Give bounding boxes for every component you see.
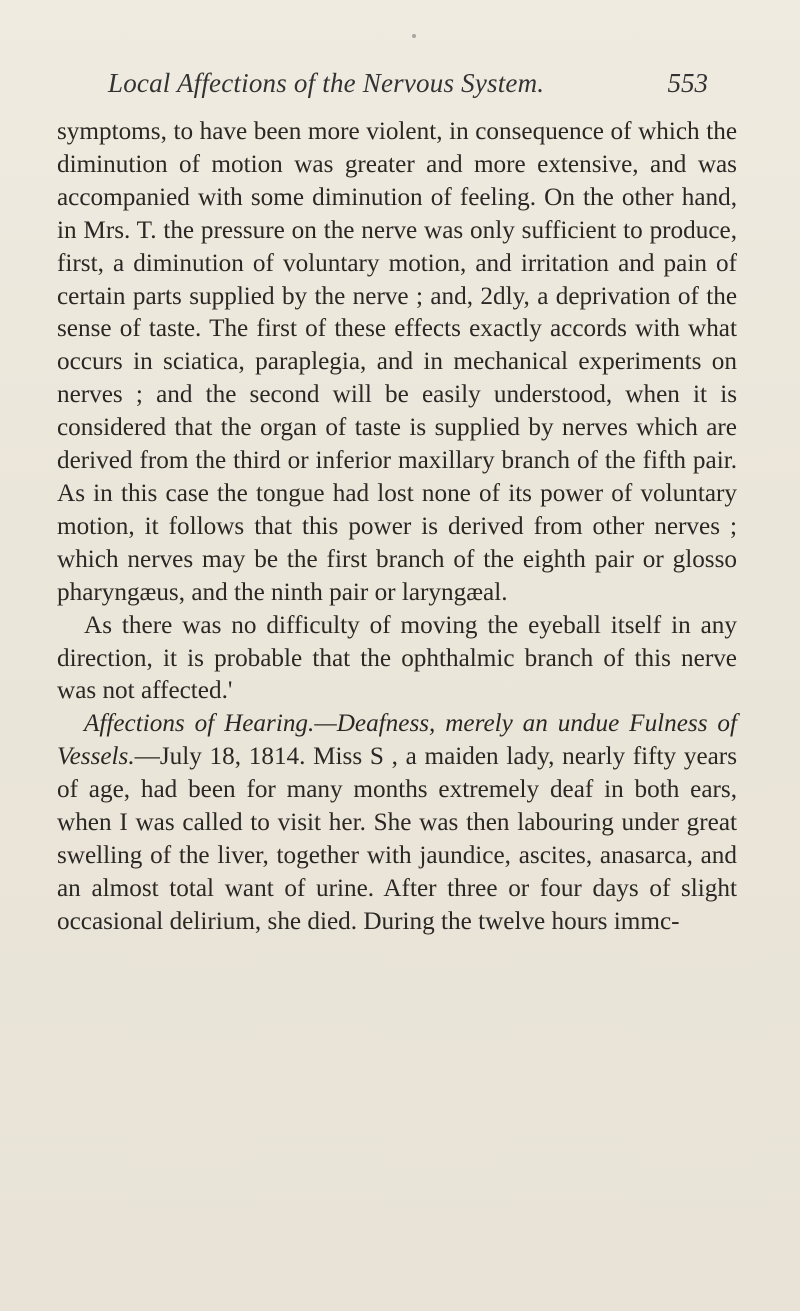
paragraph-ophthalmic: As there was no difficulty of moving the eyeball itself in any direction, it is probable that the ophthalmic branch of this nerve was not affected.' bbox=[57, 611, 737, 705]
page-number: 553 bbox=[667, 68, 708, 98]
paragraph-hearing bbox=[57, 708, 737, 938]
ink-speck bbox=[412, 34, 416, 38]
paragraph-continuation: symptoms, to have been more violent, in consequence of which the diminution of motion was greater and more extensive, and was accompanied with some diminution of feeling. On the other hand, in Mrs. T. the pressure on the nerve was only sufficient to produce, first, a diminution of voluntary motion, and irritation and pain of certain parts supplied by the nerve ; and, 2dly, a deprivation of the sense of taste. The first of these effects exactly accords with what occurs in sciatica, paraplegia, and in mechanical experiments on nerves ; and the second will be easily understood, when it is considered that the organ of taste is supplied by nerves which are derived from the third or inferior maxillary branch of the fifth pair. As in this case the tongue had lost none of its power of voluntary motion, it follows that this power is derived from other nerves ; which nerves may be the first branch of the eighth pair or glosso pharyngæus, and the ninth pair or laryngæal. bbox=[57, 118, 737, 606]
running-head-title: Local Affections of the Nervous System. bbox=[108, 68, 545, 98]
paragraph-hearing-text: —July 18, 1814. Miss S , a maiden lady, nearly fifty years of age, had been for many months extremely deaf in both ears, when I was called to visit her. She was then labouring under great swelling of the liver, together with jaundice, ascites, anasarca, and an almost total want of urine. After three or four days of slight occasional delirium, she died. During the twelve hours immc- bbox=[57, 743, 737, 935]
section-heading-hearing: Affections of Hearing.—Deafness, merely an undue Fulness of Vessels. bbox=[57, 710, 737, 771]
body-text bbox=[57, 116, 737, 939]
running-head bbox=[108, 68, 708, 102]
